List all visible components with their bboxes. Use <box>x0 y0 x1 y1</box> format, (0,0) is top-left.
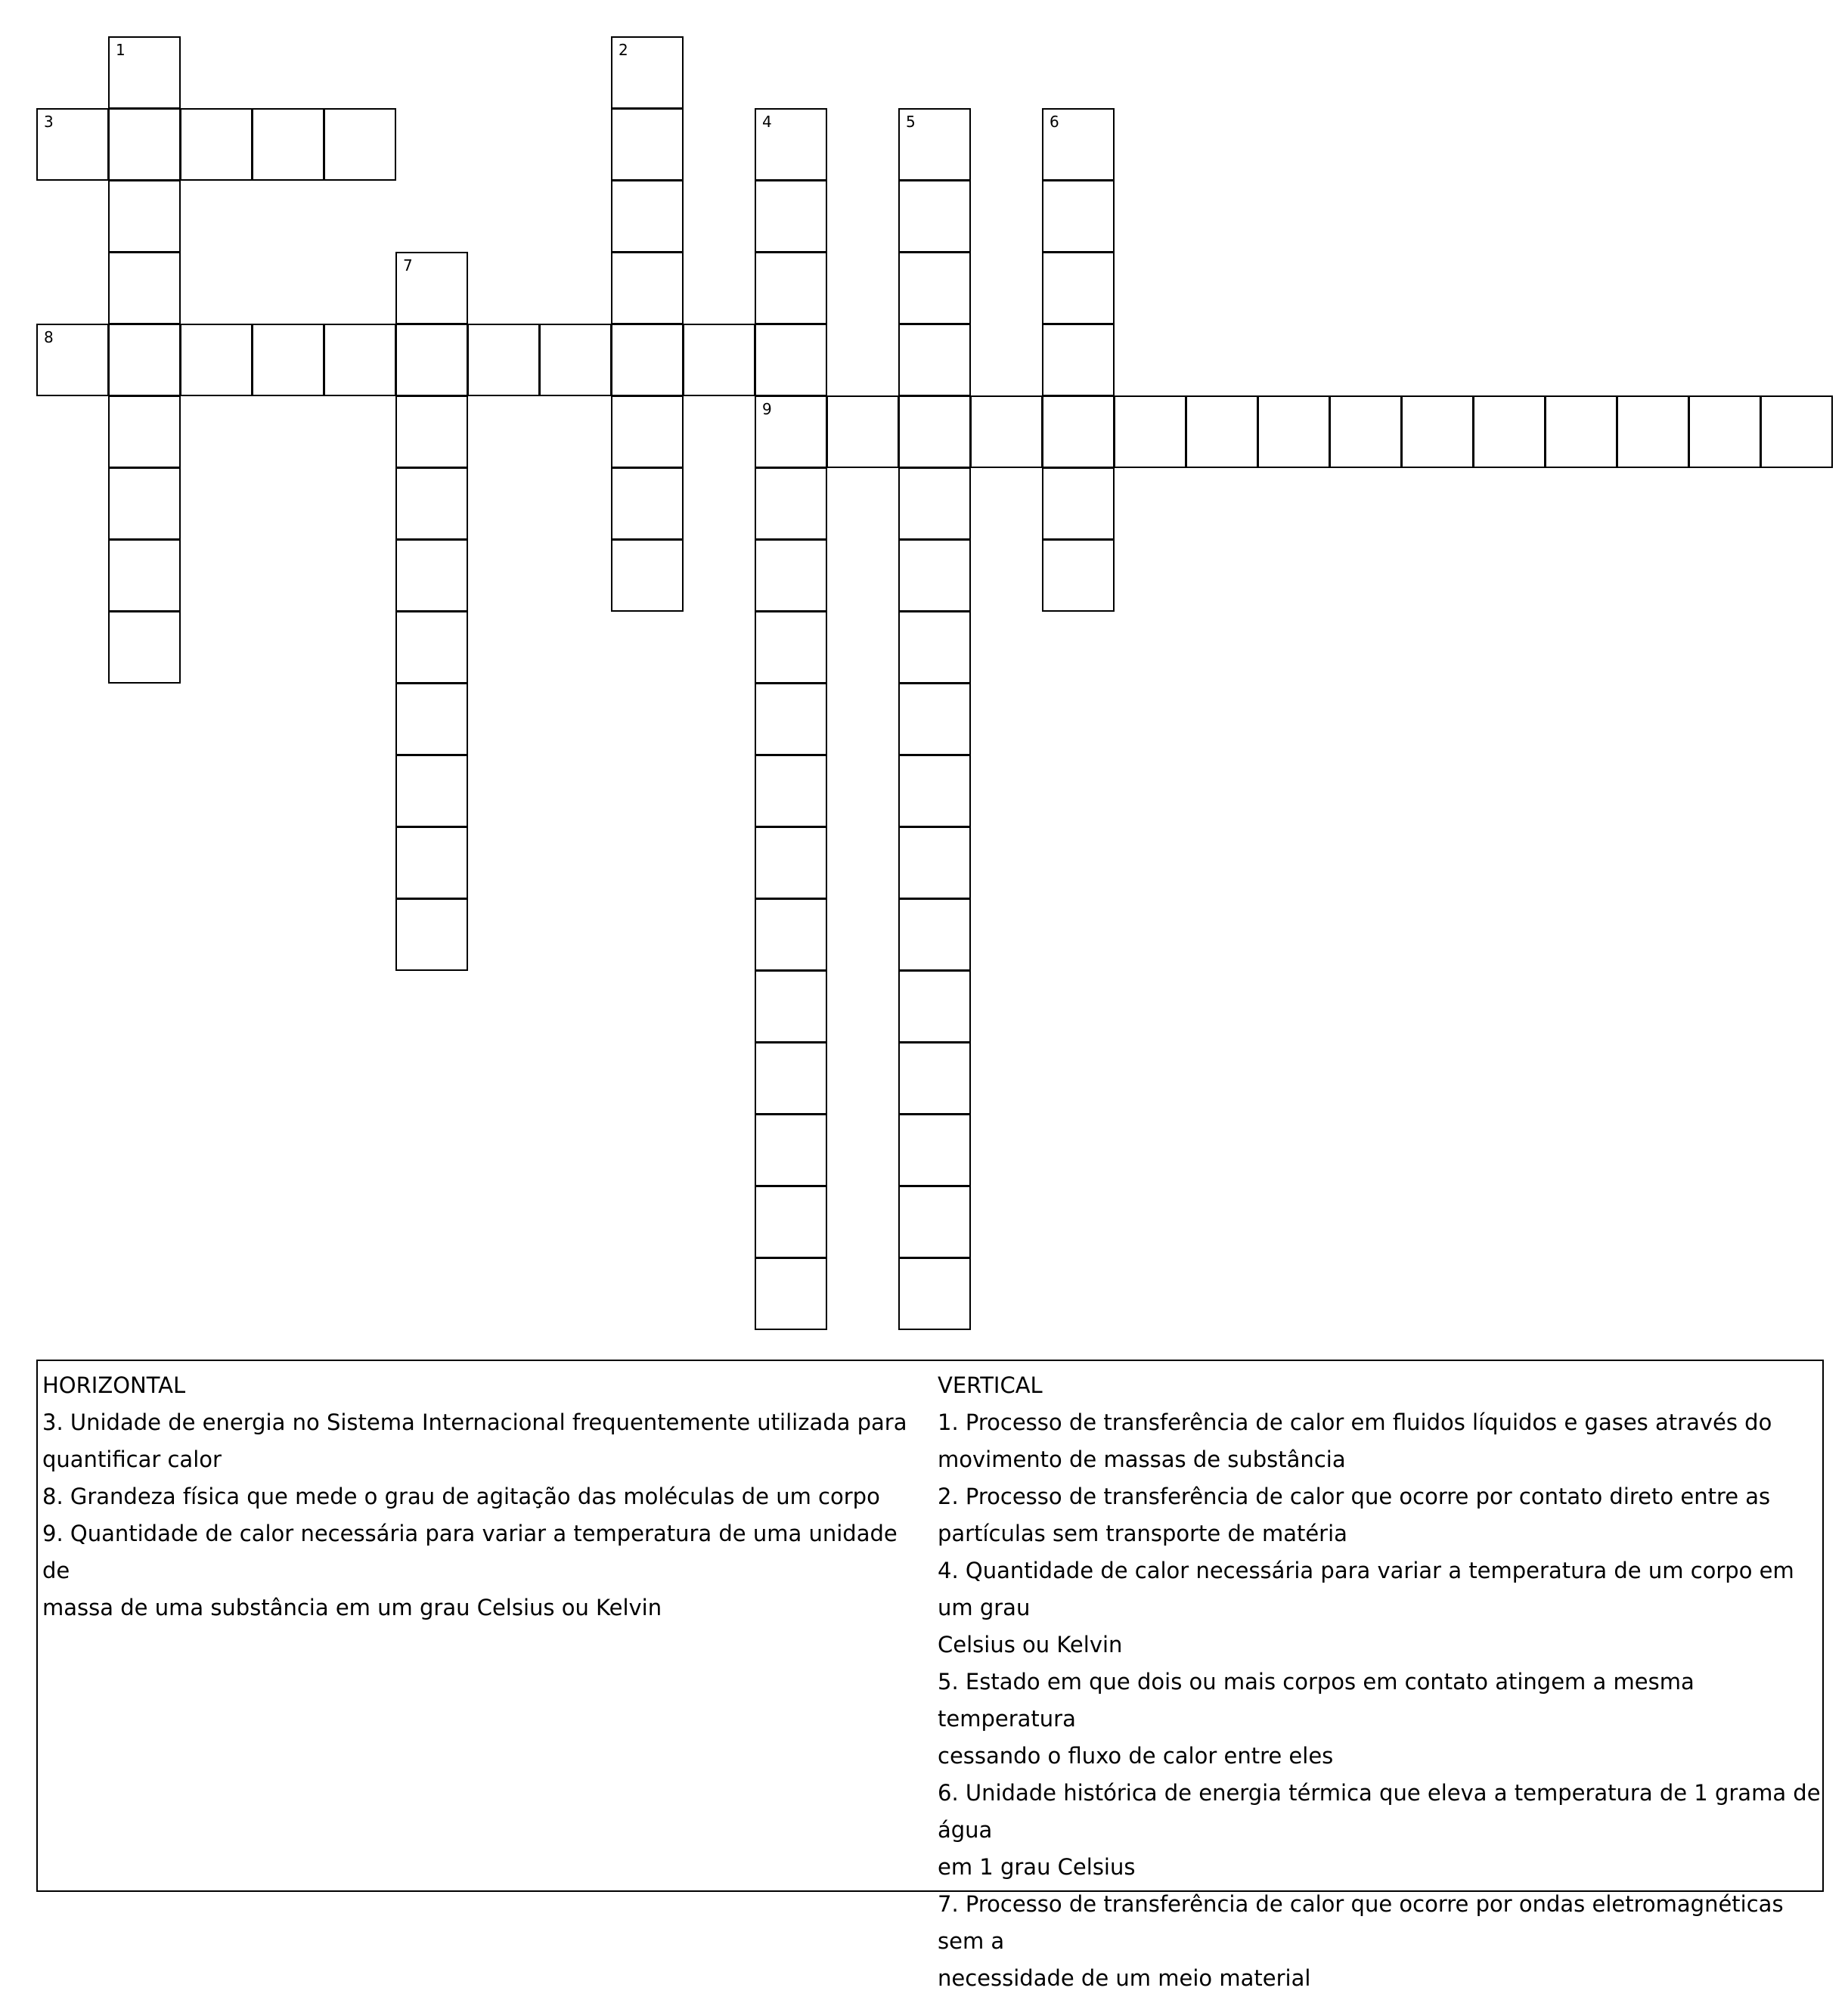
crossword-cell[interactable] <box>683 324 755 396</box>
crossword-cell[interactable] <box>180 108 253 181</box>
crossword-cell[interactable] <box>755 826 827 899</box>
crossword-cell[interactable] <box>755 1186 827 1258</box>
clue-line: 9. Quantidade de calor necessária para variar a temperatura de uma unidade de <box>42 1521 898 1583</box>
crossword-cell[interactable] <box>108 180 181 253</box>
clue-number: 2 <box>619 41 628 59</box>
clue-line: 7. Processo de transferência de calor que ocorre por ondas eletromagnéticas sem a <box>938 1891 1784 1954</box>
crossword-cell[interactable] <box>898 1042 971 1115</box>
crossword-cell[interactable] <box>898 395 971 468</box>
crossword-cell[interactable] <box>755 467 827 540</box>
crossword-cell[interactable] <box>898 252 971 324</box>
crossword-cell[interactable] <box>395 611 468 684</box>
crossword-cell[interactable] <box>755 395 827 468</box>
crossword-cell[interactable] <box>755 1114 827 1186</box>
crossword-cell[interactable] <box>1042 324 1115 396</box>
crossword-cell[interactable] <box>755 1042 827 1115</box>
horizontal-clues <box>42 1367 912 1626</box>
crossword-cell[interactable] <box>395 826 468 899</box>
crossword-cell[interactable] <box>611 324 684 396</box>
crossword-cell[interactable] <box>755 108 827 181</box>
clue-line: 8. Grandeza física que mede o grau de agitação das moléculas de um corpo <box>42 1484 880 1509</box>
crossword-cell[interactable] <box>180 324 253 396</box>
crossword-cell[interactable] <box>755 1257 827 1330</box>
crossword-cell[interactable] <box>611 539 684 612</box>
crossword-cell[interactable] <box>36 108 109 181</box>
crossword-cell[interactable] <box>611 36 684 109</box>
clue-line: 3. Unidade de energia no Sistema Internacional frequentemente utilizada para <box>42 1409 907 1435</box>
crossword-cell[interactable] <box>611 108 684 181</box>
clue-line: 2. Processo de transferência de calor que ocorre por contato direto entre as <box>938 1484 1771 1509</box>
clue-line: partículas sem transporte de matéria <box>938 1521 1347 1546</box>
clue-line: 1. Processo de transferência de calor em fluidos líquidos e gases através do <box>938 1409 1772 1435</box>
crossword-cell[interactable] <box>1617 395 1689 468</box>
crossword-cell[interactable] <box>324 108 396 181</box>
crossword-cell[interactable] <box>108 467 181 540</box>
crossword-cell[interactable] <box>898 1257 971 1330</box>
crossword-cell[interactable] <box>539 324 612 396</box>
clue-number: 4 <box>762 113 772 131</box>
crossword-cell[interactable] <box>611 395 684 468</box>
clue-line: movimento de massas de substância <box>938 1447 1346 1472</box>
crossword-cell[interactable] <box>898 467 971 540</box>
crossword-cell[interactable] <box>395 324 468 396</box>
crossword-cell[interactable] <box>1688 395 1761 468</box>
crossword-cell[interactable] <box>108 539 181 612</box>
crossword-cell[interactable] <box>1401 395 1474 468</box>
clue-line: em 1 grau Celsius <box>938 1854 1136 1880</box>
crossword-cell[interactable] <box>898 324 971 396</box>
crossword-cell[interactable] <box>395 539 468 612</box>
horizontal-heading: HORIZONTAL <box>42 1372 186 1398</box>
clue-number: 9 <box>762 400 772 418</box>
crossword-cell[interactable] <box>36 324 109 396</box>
crossword-cell[interactable] <box>395 467 468 540</box>
crossword-cell[interactable] <box>755 970 827 1043</box>
clue-line: Celsius ou Kelvin <box>938 1632 1123 1657</box>
crossword-cell[interactable] <box>395 898 468 971</box>
clue-number: 6 <box>1050 113 1059 131</box>
clue-line: necessidade de um meio material <box>938 1965 1311 1991</box>
clue-line: quantificar calor <box>42 1447 222 1472</box>
crossword-cell[interactable] <box>755 539 827 612</box>
clue-line: cessando o fluxo de calor entre eles <box>938 1743 1334 1769</box>
crossword-cell[interactable] <box>611 180 684 253</box>
crossword-cell[interactable] <box>611 252 684 324</box>
clue-line: 4. Quantidade de calor necessária para variar a temperatura de um corpo em um grau <box>938 1558 1794 1620</box>
clues-box <box>36 1360 1824 1991</box>
crossword-cell[interactable] <box>898 1186 971 1258</box>
crossword-cell[interactable] <box>898 755 971 827</box>
crossword-cell[interactable] <box>252 324 324 396</box>
crossword-cell[interactable] <box>395 683 468 755</box>
crossword-cell[interactable] <box>755 898 827 971</box>
crossword-cell[interactable] <box>755 180 827 253</box>
crossword-cell[interactable] <box>1042 395 1115 468</box>
crossword-cell[interactable] <box>108 252 181 324</box>
crossword-cell[interactable] <box>898 898 971 971</box>
clue-line: massa de uma substância em um grau Celsius ou Kelvin <box>42 1595 662 1620</box>
crossword-cell[interactable] <box>1760 395 1833 468</box>
crossword-cell[interactable] <box>898 611 971 684</box>
crossword-cell[interactable] <box>898 180 971 253</box>
clue-number: 8 <box>44 328 54 346</box>
crossword-cell[interactable] <box>898 826 971 899</box>
crossword-cell[interactable] <box>108 108 181 181</box>
crossword-cell[interactable] <box>1186 395 1258 468</box>
crossword-cell[interactable] <box>1042 467 1115 540</box>
clue-number: 7 <box>403 256 413 274</box>
crossword-cell[interactable] <box>1042 252 1115 324</box>
crossword-cell[interactable] <box>395 395 468 468</box>
crossword-cell[interactable] <box>108 395 181 468</box>
crossword-cell[interactable] <box>1042 539 1115 612</box>
crossword-cell[interactable] <box>108 611 181 684</box>
crossword-cell[interactable] <box>1329 395 1402 468</box>
crossword-cell[interactable] <box>1473 395 1546 468</box>
crossword-cell[interactable] <box>1042 108 1115 181</box>
clue-line: 5. Estado em que dois ou mais corpos em contato atingem a mesma temperatura <box>938 1669 1695 1732</box>
crossword-cell[interactable] <box>755 252 827 324</box>
crossword-cell[interactable] <box>755 611 827 684</box>
crossword-cell[interactable] <box>467 324 540 396</box>
clue-number: 5 <box>906 113 916 131</box>
crossword-cell[interactable] <box>755 755 827 827</box>
crossword-cell[interactable] <box>898 539 971 612</box>
crossword-cell[interactable] <box>1545 395 1617 468</box>
crossword-cell[interactable] <box>898 970 971 1043</box>
crossword-cell[interactable] <box>108 324 181 396</box>
crossword-cell[interactable] <box>898 683 971 755</box>
crossword-cell[interactable] <box>970 395 1043 468</box>
crossword-cell[interactable] <box>395 755 468 827</box>
crossword-cell[interactable] <box>611 467 684 540</box>
crossword-cell[interactable] <box>1042 180 1115 253</box>
vertical-clues <box>938 1367 1822 1997</box>
crossword-cell[interactable] <box>755 324 827 396</box>
vertical-heading: VERTICAL <box>938 1372 1043 1398</box>
clue-number: 1 <box>116 41 126 59</box>
crossword-cell[interactable] <box>252 108 324 181</box>
crossword-cell[interactable] <box>755 683 827 755</box>
crossword-cell[interactable] <box>898 108 971 181</box>
clue-line: 6. Unidade histórica de energia térmica que eleva a temperatura de 1 grama de água <box>938 1780 1821 1843</box>
crossword-cell[interactable] <box>898 1114 971 1186</box>
crossword-cell[interactable] <box>395 252 468 324</box>
crossword-cell[interactable] <box>1114 395 1186 468</box>
crossword-cell[interactable] <box>826 395 899 468</box>
crossword-cell[interactable] <box>324 324 396 396</box>
crossword-cell[interactable] <box>108 36 181 109</box>
clue-number: 3 <box>44 113 54 131</box>
crossword-cell[interactable] <box>1257 395 1330 468</box>
